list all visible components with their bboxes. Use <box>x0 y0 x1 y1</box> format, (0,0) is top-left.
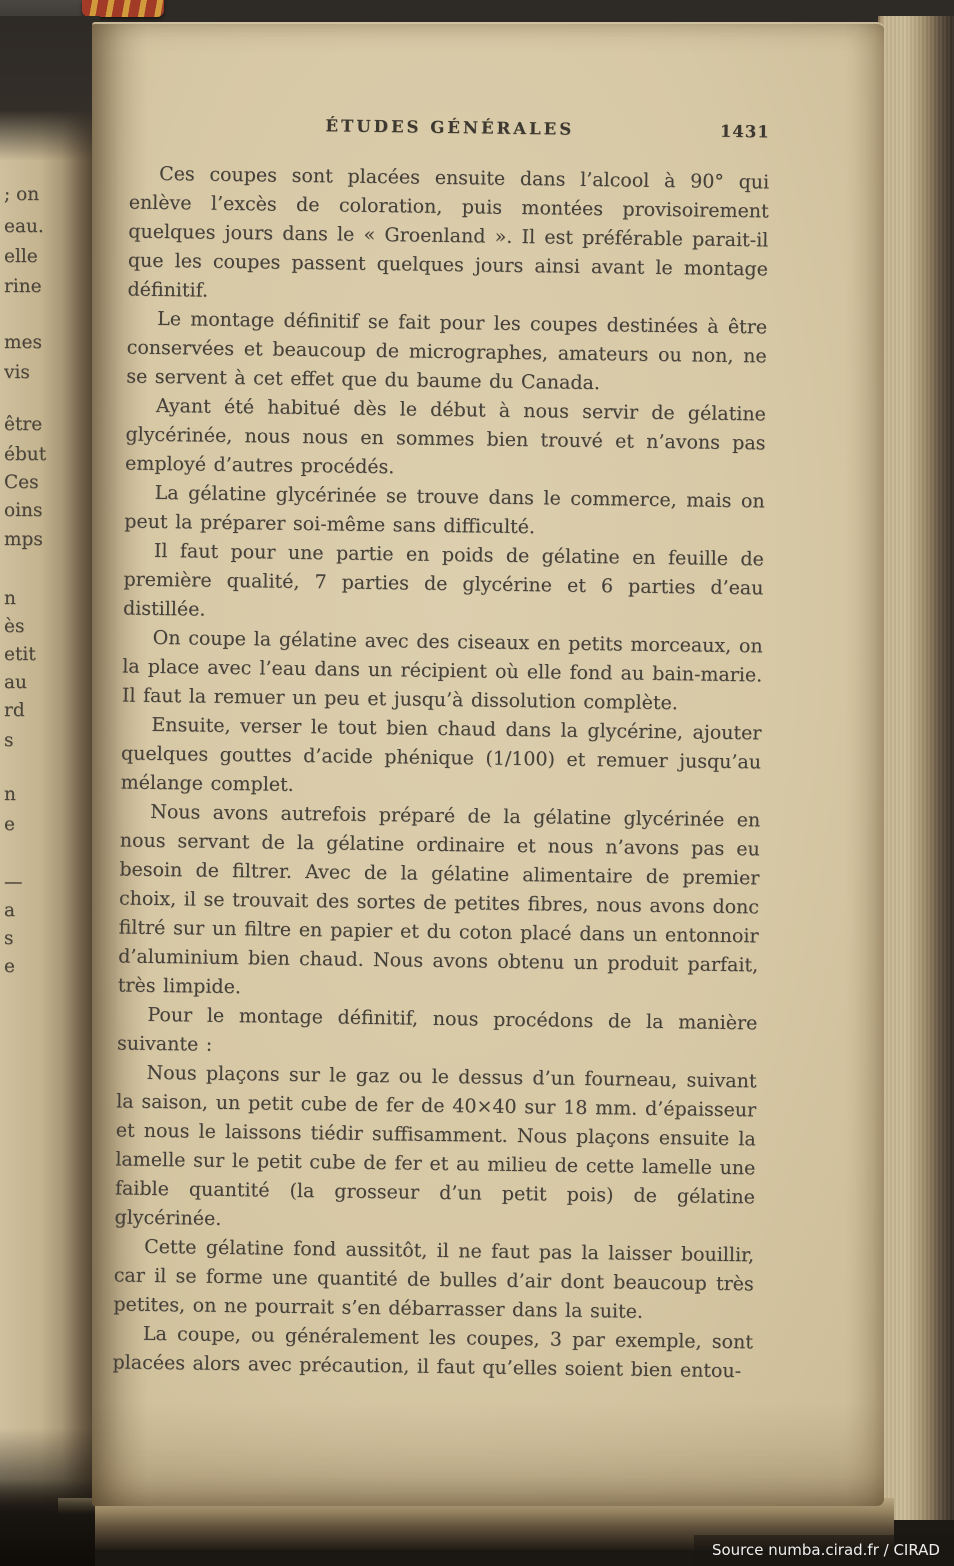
left-page-fragment: ébut <box>4 444 47 465</box>
paragraph: Il faut pour une partie en poids de gélatine en feuille de première qualité, 7 parties de glycérine et 6 parties d’eau distillée. <box>122 539 765 621</box>
paragraph: Ces coupes sont placées ensuite dans l’alcool à 90° qui enlève l’excès de coloration, puis montées provisoirement quelques jours dans le « Groenland ». Il est préférable parait-il que les coupes passent quelques jours ainsi avant le montage définitif. <box>127 162 770 302</box>
paragraph: Nous plaçons sur le gaz ou le dessus d’un fourneau, suivant la saison, un petit cube de fer de 40×40 sur 18 mm. d’épaisseur et nous le laissons tiédir suffisamment. Nous plaçons ensuite la lamelle sur le petit cube de fer et au milieu de cette lamelle une faible quantité (la grosseur d’un petit pois) de gélatine glycérinée. <box>114 1061 757 1230</box>
page-header <box>130 114 770 143</box>
left-page-fragment: etit <box>4 644 36 665</box>
paragraph: On coupe la gélatine avec des ciseaux en petits morceaux, on la place avec l’eau dans un récipient où elle fond au bain-marie. Il faut la remuer un peu et jusqu’à dissolution complète. <box>121 626 763 715</box>
paragraph: Ayant été habitué dès le début à nous servir de gélatine glycérinée, nous nous en sommes bien trouvé et n’avons pas employé d’autres procédés. <box>124 394 767 479</box>
left-page-fragment: elle <box>4 246 38 267</box>
left-page-fragment: Ces <box>4 472 39 493</box>
left-page-fragment: s <box>4 730 14 751</box>
running-title: ÉTUDES GÉNÉRALES <box>325 116 575 139</box>
page-paragraphs <box>112 160 769 1387</box>
left-page-fragment: vis <box>4 362 30 383</box>
left-page-fragment: ; on <box>4 184 40 205</box>
left-page-fragments <box>0 16 100 1518</box>
left-page-fragment: être <box>4 414 43 435</box>
paragraph: Ensuite, verser le tout bien chaud dans la glycérine, ajouter quelques gouttes d’acide phénique (1/100) et remuer jusqu’au mélange complet. <box>120 713 762 796</box>
left-page-fragment: oins <box>4 500 43 521</box>
page-content <box>112 114 770 1387</box>
left-page-fragment: a <box>4 900 16 921</box>
left-page-fragment: rine <box>4 276 42 297</box>
watermark: Source numba.cirad.fr / CIRAD <box>694 1535 954 1566</box>
left-page-fragment: au <box>4 672 27 693</box>
left-page-fragment: ès <box>4 616 25 637</box>
left-page-fragment: e <box>4 814 15 835</box>
paragraph: La gélatine glycérinée se trouve dans le commerce, mais on peut la préparer soi-même sans difficulté. <box>124 481 765 539</box>
paragraph: La coupe, ou généralement les coupes, 3 par exemple, sont placées alors avec précaution, il faut qu’elles soient bien entou- <box>112 1322 754 1383</box>
paragraph: Pour le montage définitif, nous procédons de la manière suivante : <box>116 1003 758 1056</box>
left-page-fragment: mes <box>4 332 42 353</box>
book-headband <box>82 0 164 17</box>
left-page-fragment: eau. <box>4 216 44 237</box>
paragraph: Cette gélatine fond aussitôt, il ne faut pas la laisser bouillir, car il se forme une quantité de bulles d’air dont beaucoup très petites, on ne pourrait s’en débarrasser dans la suite. <box>113 1235 755 1323</box>
paragraph: Nous avons autrefois préparé de la gélatine glycérinée en nous servant de la gélatine ordinaire et nous n’avons pas eu besoin de filtrer. Avec de la gélatine alimentaire de premier choix, il se trouvait des sortes de petites fibres, nous avons donc filtré sur un filtre en papier et du coton placé dans un entonnoir d’aluminium bien chaud. Nous avons obtenu un produit parfait, très limpide. <box>117 800 761 999</box>
left-page-fragment: — <box>4 872 23 893</box>
left-page-fragment: rd <box>4 700 25 721</box>
left-page-fragment: s <box>4 928 14 949</box>
left-page-fragment: n <box>4 784 16 805</box>
left-page-fragment: e <box>4 956 15 977</box>
paragraph: Le montage définitif se fait pour les coupes destinées à être conservées et beaucoup de micrographes, amateurs ou non, ne se servent à cet effet que du baume du Canada. <box>126 307 768 395</box>
page-number: 1431 <box>719 121 770 142</box>
book-page <box>92 22 884 1506</box>
left-page-edge <box>0 16 100 1518</box>
page-edges-right <box>878 16 954 1520</box>
left-page-fragment: mps <box>4 529 43 550</box>
bottom-left-shadow <box>0 1480 95 1566</box>
left-page-fragment: n <box>4 588 16 609</box>
